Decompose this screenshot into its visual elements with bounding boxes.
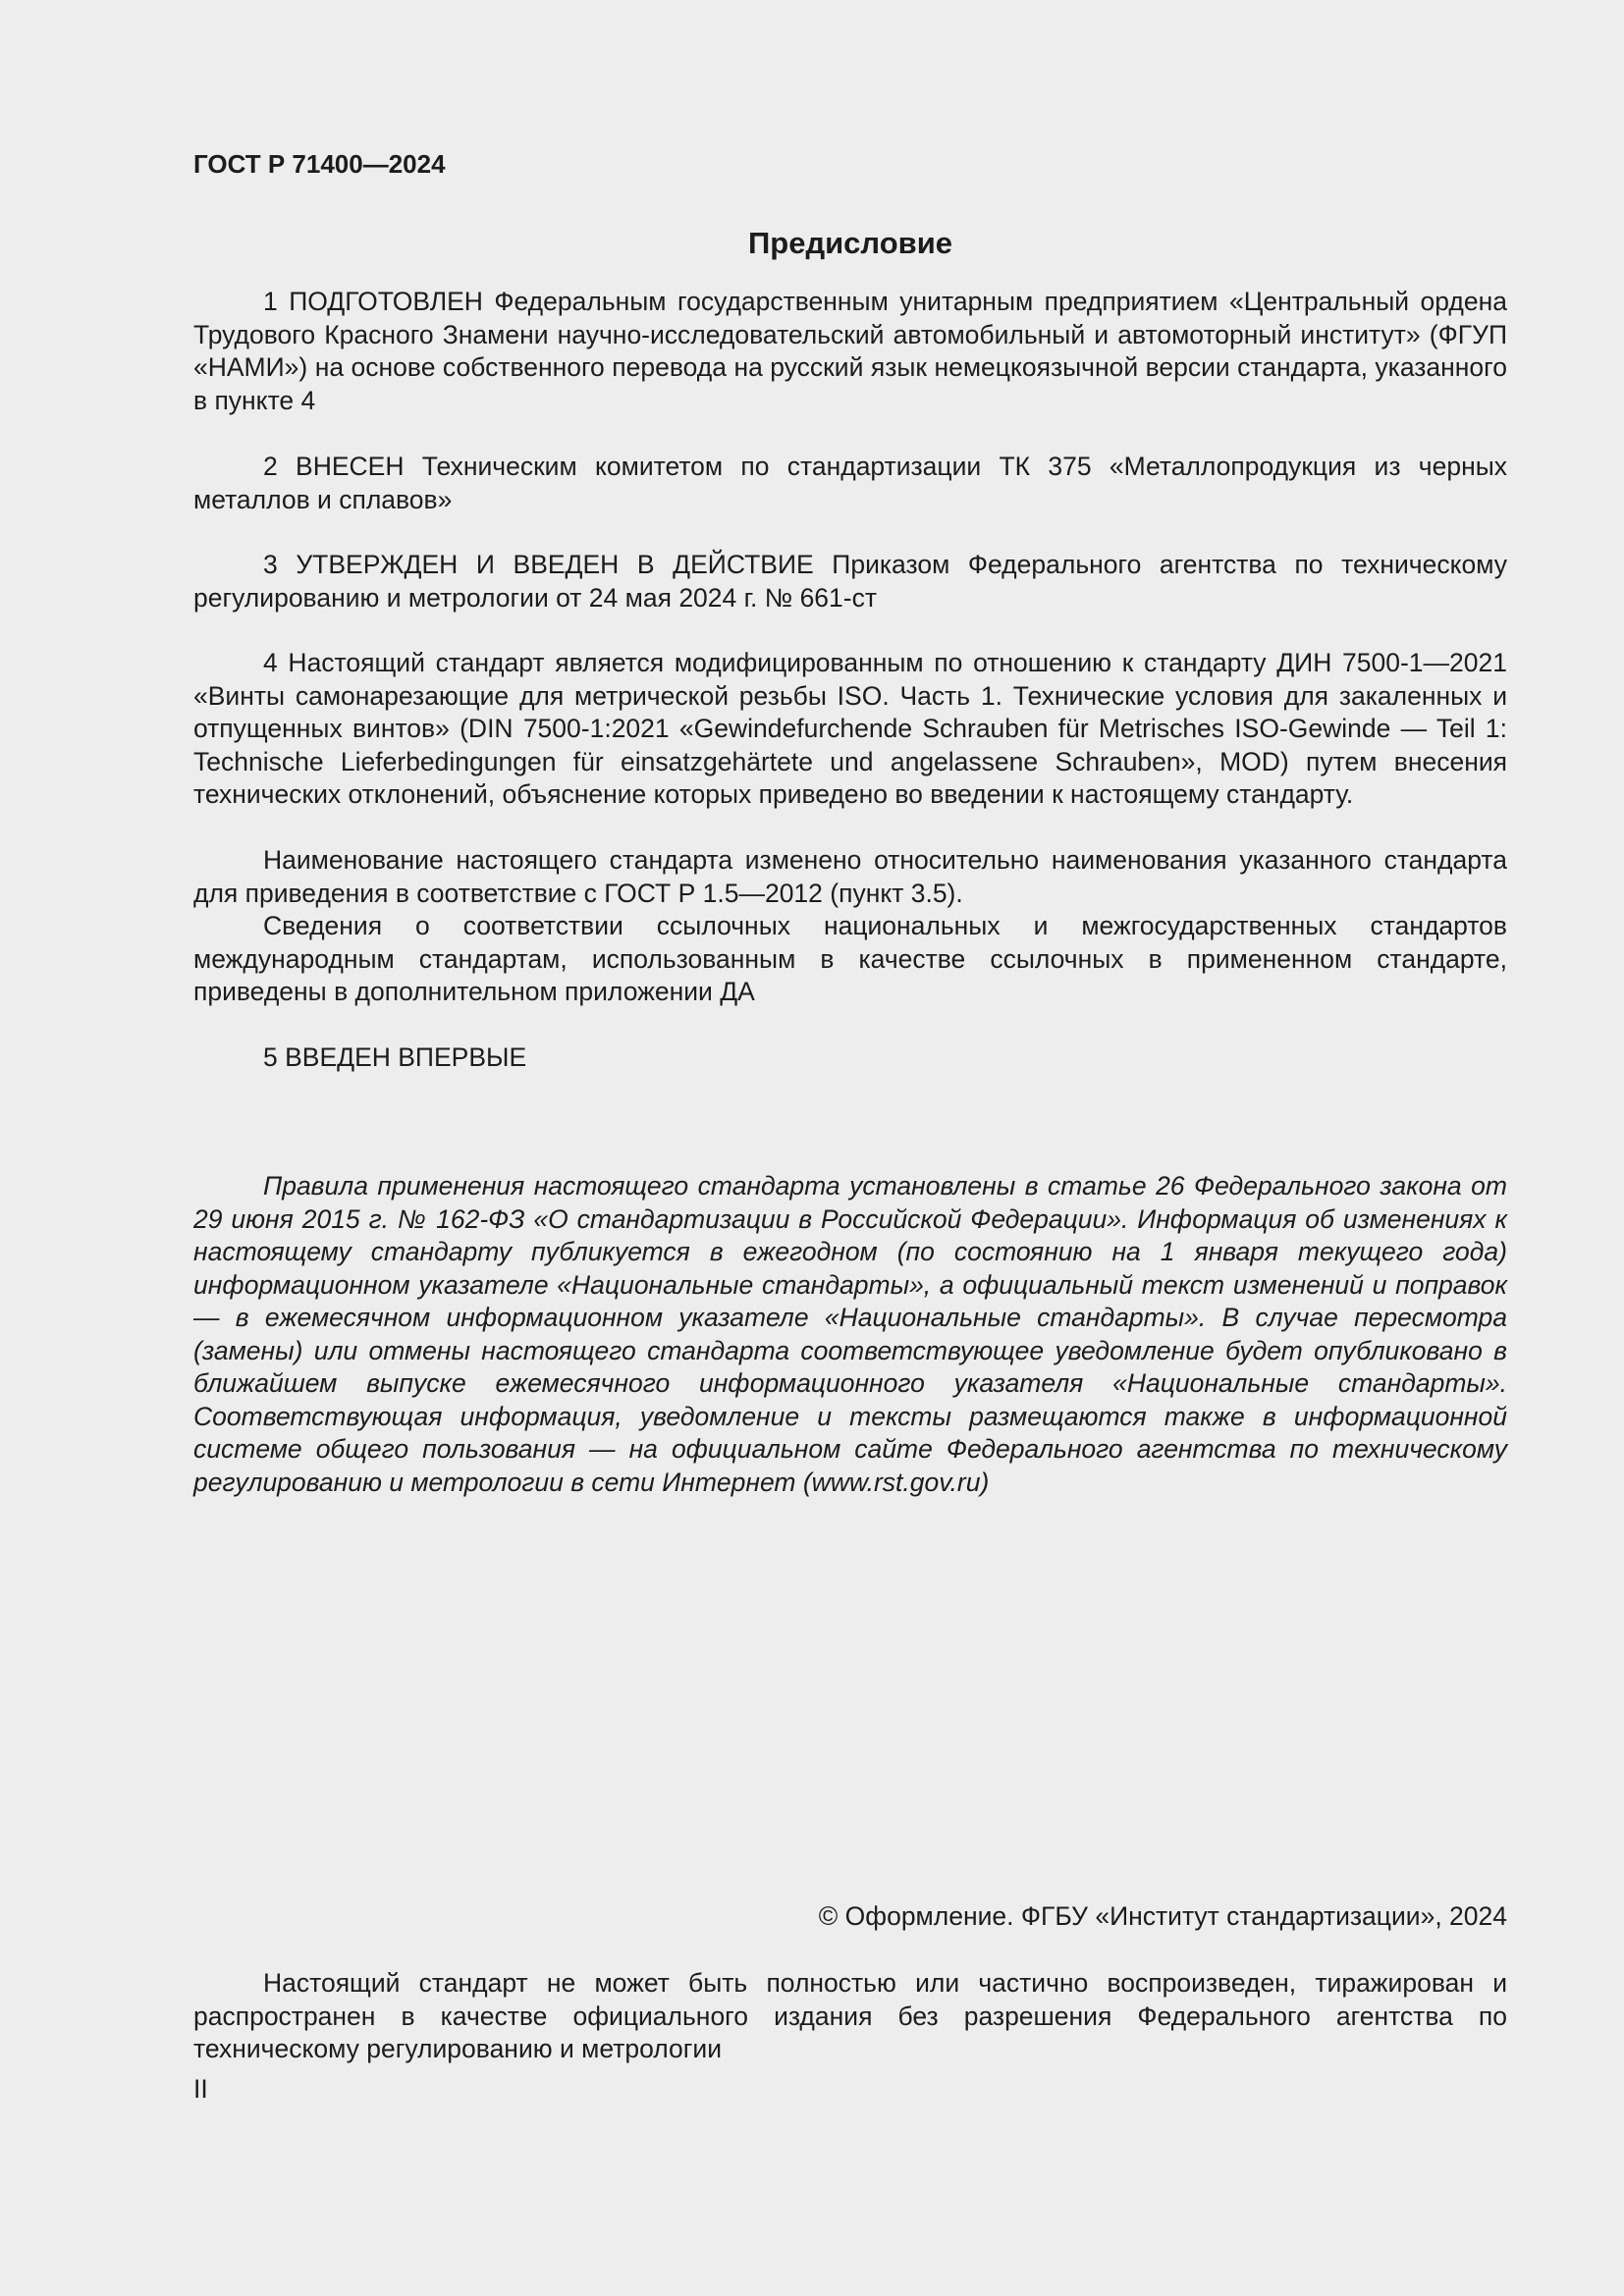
paragraph-modification: 4 Настоящий стандарт является модифицированным по отношению к стандарту ДИН 7500-1—2021 «Винты самонарезающие для метрической резьбы ISO. Часть 1. Технические условия для закаленных и отпущенных винтов» (DIN 7500-1:2021 «Gewindefurchende Schrauben für Metrisches ISO-Gewinde — Teil 1: Technische Lieferbedingungen für einsatzgehärtete und angelassene Schrauben», MOD) путем внесения технических отклонений, объяснение которых приведено во введении к настоящему стандарту. [193, 648, 1507, 809]
copyright-notice: © Оформление. ФГБУ «Институт стандартизации», 2024 [818, 1901, 1507, 1931]
paragraph-application-rules: Правила применения настоящего стандарта установлены в статье 26 Федерального закона от 29 июня 2015 г. № 162-ФЗ «О стандартизации в Российской Федерации». Информация об изменениях к настоящему стандарту публикуется в ежегодном (по состоянию на 1 января текущего года) информационном указателе «Национальные стандарты», а официальный текст изменений и поправок — в ежемесячном информационном указателе «Национальные стандарты». В случае пересмотра (замены) или отмены настоящего стандарта соответствующее уведомление будет опубликовано в ближайшем выпуске ежемесячного информационного указателя «Национальные стандарты». Соответствующая информация, уведомление и тексты размещаются также в информационной системе общего пользования — на официальном сайте Федерального агентства по техническому регулированию и метрологии в сети Интернет (www.rst.gov.ru) [193, 1171, 1507, 1497]
page-number: II [193, 2074, 208, 2104]
paragraph-approved: 3 УТВЕРЖДЕН И ВВЕДЕН В ДЕЙСТВИЕ Приказом Федерального агентства по техническому регулированию и метрологии от 24 мая 2024 г. № 661-ст [193, 550, 1507, 613]
paragraph-submitted-by: 2 ВНЕСЕН Техническим комитетом по стандартизации ТК 375 «Металлопродукция из черных металлов и сплавов» [193, 452, 1507, 514]
document-code: ГОСТ Р 71400—2024 [193, 149, 446, 179]
paragraph-prepared-by: 1 ПОДГОТОВЛЕН Федеральным государственным унитарным предприятием «Центральный ордена Трудового Красного Знамени научно-исследовательский автомобильный и автомоторный институт» (ФГУП «НАМИ») на основе собственного перевода на русский язык немецкоязычной версии стандарта, указанного в пункте 4 [193, 287, 1507, 415]
paragraph-first-introduced: 5 ВВЕДЕН ВПЕРВЫЕ [263, 1042, 527, 1072]
paragraph-references: Сведения о соответствии ссылочных национальных и межгосударственных стандартов международным стандартам, использованным в качестве ссылочных в примененном стандарте, приведены в дополнительном приложении ДА [193, 911, 1507, 1006]
paragraph-name-change: Наименование настоящего стандарта изменено относительно наименования указанного стандарта для приведения в соответствие с ГОСТ Р 1.5—2012 (пункт 3.5). [193, 845, 1507, 908]
page-title: Предисловие [747, 226, 952, 260]
reproduction-notice: Настоящий стандарт не может быть полностью или частично воспроизведен, тиражирован и распространен в качестве официального издания без разрешения Федерального агентства по техническому регулированию и метрологии [193, 1968, 1507, 2063]
